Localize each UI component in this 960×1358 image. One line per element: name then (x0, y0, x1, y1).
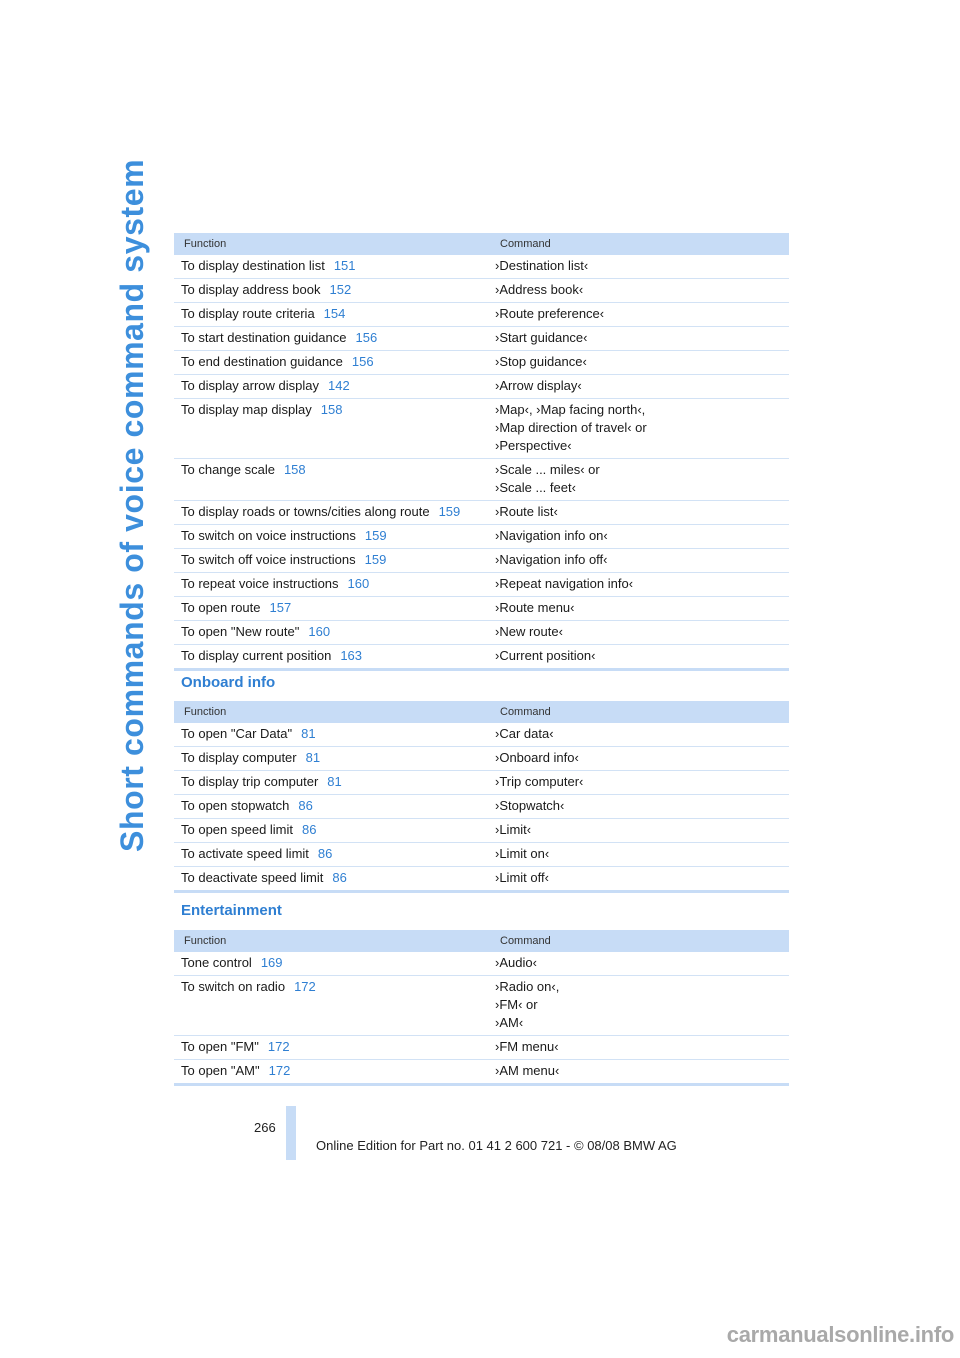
command-cell: ›Destination list‹ (495, 258, 589, 273)
table-row (174, 843, 789, 867)
function-text: To display destination list (181, 258, 325, 273)
table-row (174, 399, 789, 459)
command-cell: ›Navigation info off‹ (495, 552, 608, 567)
page-reference-link[interactable]: 172 (268, 1063, 291, 1078)
header-command: Command (500, 706, 551, 718)
command-cell: ›Limit off‹ (495, 870, 549, 885)
table-row (174, 525, 789, 549)
function-cell (174, 1038, 492, 1056)
table-header (174, 233, 789, 255)
function-cell (174, 623, 492, 641)
table-row (174, 1060, 789, 1086)
table-row (174, 303, 789, 327)
function-text: To switch on radio (181, 979, 286, 994)
function-text: To open "Car Data" (181, 726, 293, 741)
function-cell (174, 647, 492, 665)
command-cell: ›Stop guidance‹ (495, 354, 587, 369)
function-cell (174, 281, 492, 299)
function-cell (174, 773, 492, 791)
table-row (174, 723, 789, 747)
function-cell (174, 401, 492, 455)
command-cell: ›Navigation info on‹ (495, 528, 608, 543)
function-text: To display route criteria (181, 306, 315, 321)
table-row (174, 459, 789, 501)
command-cell: ›Current position‹ (495, 648, 596, 663)
header-function: Function (184, 706, 227, 718)
page-reference-link[interactable]: 159 (364, 528, 387, 543)
page-reference-link[interactable]: 86 (302, 822, 317, 837)
navigation-commands-table (174, 233, 789, 671)
table-row (174, 255, 789, 279)
command-cell: ›AM menu‹ (495, 1063, 560, 1078)
command-cell: ›Limit on‹ (495, 846, 550, 861)
page-reference-link[interactable]: 172 (267, 1039, 290, 1054)
function-text: To display current position (181, 648, 332, 663)
page-reference-link[interactable]: 157 (269, 600, 292, 615)
page-reference-link[interactable]: 156 (351, 354, 374, 369)
function-cell (174, 869, 492, 887)
command-cell: ›Limit‹ (495, 822, 532, 837)
function-text: To change scale (181, 462, 275, 477)
function-text: To display trip computer (181, 774, 319, 789)
command-cell: ›Route list‹ (495, 504, 558, 519)
page-reference-link[interactable]: 160 (347, 576, 370, 591)
page-reference-link[interactable]: 81 (301, 726, 316, 741)
command-cell: ›Repeat navigation info‹ (495, 576, 634, 591)
table-row (174, 597, 789, 621)
header-command: Command (500, 238, 551, 250)
function-text: To display arrow display (181, 378, 320, 393)
function-text: To activate speed limit (181, 846, 309, 861)
page-reference-link[interactable]: 169 (260, 955, 283, 970)
page-number: 266 (254, 1120, 276, 1135)
page-reference-link[interactable]: 159 (364, 552, 387, 567)
function-cell (174, 845, 492, 863)
table-header (174, 930, 789, 952)
function-text: To display address book (181, 282, 321, 297)
footer-edition-text: Online Edition for Part no. 01 41 2 600 721 - © 08/08 BMW AG (316, 1138, 677, 1153)
command-cell: ›Audio‹ (495, 955, 537, 970)
onboard-info-commands-table (174, 701, 789, 893)
page-reference-link[interactable]: 142 (328, 378, 350, 393)
command-cell: ›Start guidance‹ (495, 330, 588, 345)
function-cell (174, 551, 492, 569)
function-text: To display computer (181, 750, 297, 765)
table-row (174, 621, 789, 645)
function-cell (174, 1062, 492, 1080)
table-row (174, 976, 789, 1036)
page-reference-link[interactable]: 86 (332, 870, 347, 885)
command-cell: ›FM menu‹ (495, 1039, 559, 1054)
command-cell: ›Radio on‹, ›FM‹ or ›AM‹ (495, 979, 560, 1030)
command-cell: ›Stopwatch‹ (495, 798, 565, 813)
function-text: To repeat voice instructions (181, 576, 339, 591)
page-reference-link[interactable]: 86 (298, 798, 313, 813)
function-text: To open speed limit (181, 822, 294, 837)
table-row (174, 573, 789, 597)
footer-accent-bar (286, 1106, 296, 1160)
table-row (174, 645, 789, 671)
function-cell (174, 329, 492, 347)
table-row (174, 771, 789, 795)
table-header (174, 701, 789, 723)
function-cell (174, 954, 492, 972)
command-cell: ›Arrow display‹ (495, 378, 582, 393)
function-cell (174, 527, 492, 545)
function-text: To open "AM" (181, 1063, 260, 1078)
function-cell (174, 353, 492, 371)
page-reference-link[interactable]: 159 (438, 504, 461, 519)
page-reference-link[interactable]: 86 (317, 846, 333, 861)
watermark: carmanualsonline.info (726, 1322, 954, 1347)
command-cell: ›Trip computer‹ (495, 774, 584, 789)
table-row (174, 279, 789, 303)
table-row (174, 747, 789, 771)
function-text: To deactivate speed limit (181, 870, 324, 885)
function-cell (174, 599, 492, 617)
command-cell: ›Map‹, ›Map facing north‹, ›Map direction of travel‹ or ›Perspective‹ (495, 402, 647, 453)
function-cell (174, 377, 492, 395)
function-text: To switch off voice instructions (181, 552, 356, 567)
table-row (174, 952, 789, 976)
command-cell: ›Onboard info‹ (495, 750, 579, 765)
function-cell (174, 797, 492, 815)
page-reference-link[interactable]: 172 (294, 979, 316, 994)
command-cell: ›Scale ... miles‹ or ›Scale ... feet‹ (495, 462, 600, 495)
function-cell (174, 749, 492, 767)
function-text: To start destination guidance (181, 330, 347, 345)
page-reference-link[interactable]: 151 (333, 258, 356, 273)
function-cell (174, 575, 492, 593)
page-reference-link[interactable]: 156 (355, 330, 378, 345)
header-function: Function (184, 238, 227, 250)
table-row (174, 351, 789, 375)
command-cell: ›New route‹ (495, 624, 563, 639)
page-reference-link[interactable]: 158 (283, 462, 306, 477)
page-reference-link[interactable]: 163 (340, 648, 363, 663)
table-row (174, 327, 789, 351)
header-command: Command (500, 935, 551, 947)
function-text: To open "New route" (181, 624, 300, 639)
page-reference-link[interactable]: 160 (308, 624, 331, 639)
function-cell (174, 305, 492, 323)
function-text: To open stopwatch (181, 798, 290, 813)
table-row (174, 375, 789, 399)
function-cell (174, 503, 492, 521)
function-text: To open route (181, 600, 261, 615)
page-reference-link[interactable]: 152 (329, 282, 352, 297)
function-cell (174, 725, 492, 743)
command-cell: ›Address book‹ (495, 282, 584, 297)
function-text: To open "FM" (181, 1039, 259, 1054)
entertainment-commands-table (174, 930, 789, 1086)
page-reference-link[interactable]: 154 (323, 306, 346, 321)
page-reference-link[interactable]: 158 (320, 402, 343, 417)
function-text: Tone control (181, 955, 252, 970)
table-row (174, 549, 789, 573)
table-row (174, 819, 789, 843)
function-text: To display map display (181, 402, 312, 417)
function-cell (174, 257, 492, 275)
command-cell: ›Car data‹ (495, 726, 554, 741)
function-text: To display roads or towns/cities along route (181, 504, 430, 519)
function-cell (174, 821, 492, 839)
function-cell (174, 978, 492, 1032)
table-row (174, 501, 789, 525)
table-row (174, 867, 789, 893)
section-heading-onboard-info: Onboard info (181, 674, 276, 691)
function-text: To switch on voice instructions (181, 528, 356, 543)
page-reference-link[interactable]: 81 (327, 774, 342, 789)
header-function: Function (184, 935, 227, 947)
command-cell: ›Route preference‹ (495, 306, 605, 321)
side-section-title: Short commands of voice command system (114, 158, 150, 852)
section-heading-entertainment: Entertainment (181, 902, 282, 919)
table-row (174, 795, 789, 819)
function-text: To end destination guidance (181, 354, 343, 369)
command-cell: ›Route menu‹ (495, 600, 575, 615)
function-cell (174, 461, 492, 497)
page-reference-link[interactable]: 81 (305, 750, 321, 765)
table-row (174, 1036, 789, 1060)
